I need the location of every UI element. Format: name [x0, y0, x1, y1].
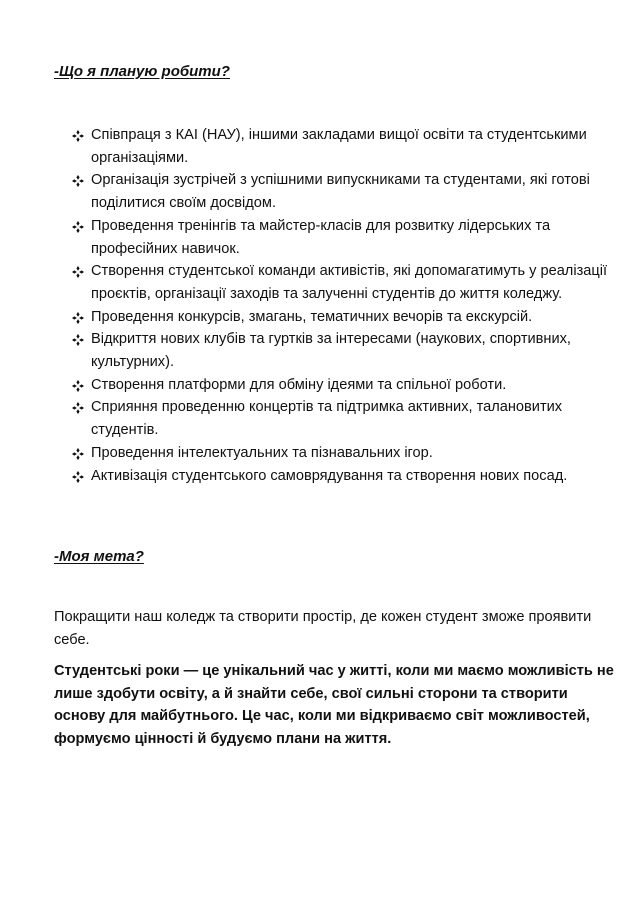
list-item-text: Проведення інтелектуальних та пізнавальних ігор.	[91, 444, 433, 461]
diamond-bullet-icon	[72, 448, 84, 460]
goal-text: Покращити наш коледж та створити простір, де кожен студент зможе проявити себе.	[54, 609, 592, 648]
list-item	[72, 442, 612, 465]
list-item-text: Створення платформи для обміну ідеями та спільної роботи.	[91, 376, 507, 393]
list-item	[72, 124, 612, 169]
diamond-bullet-icon	[72, 380, 84, 392]
plan-heading: -Що я планую робити?	[54, 63, 230, 80]
diamond-bullet-icon	[72, 334, 84, 346]
diamond-bullet-icon	[72, 266, 84, 278]
list-item-text: Проведення тренінгів та майстер-класів для розвитку лідерських та професійних навичок.	[91, 217, 551, 257]
list-item	[72, 215, 612, 260]
diamond-bullet-icon	[72, 402, 84, 414]
diamond-bullet-icon	[72, 471, 84, 483]
list-item	[72, 260, 612, 305]
list-item-text: Проведення конкурсів, змагань, тематичних вечорів та екскурсій.	[91, 308, 533, 325]
list-item-text: Сприяння проведенню концертів та підтримка активних, талановитих студентів.	[91, 399, 563, 439]
diamond-bullet-icon	[72, 221, 84, 233]
list-item	[72, 169, 612, 214]
list-item-text: Відкриття нових клубів та гуртків за інтересами (наукових, спортивних, культурних).	[91, 331, 571, 371]
diamond-bullet-icon	[72, 312, 84, 324]
list-item	[72, 306, 612, 329]
plan-list	[72, 124, 612, 487]
list-item	[72, 374, 612, 397]
diamond-bullet-icon	[72, 175, 84, 187]
list-item-text: Організація зустрічей з успішними випускниками та студентами, які готові поділитися своїм досвідом.	[91, 172, 590, 212]
list-item-text: Створення студентської команди активістів, які допомагатимуть у реалізації проєктів, організації заходів та залученні студентів до життя коледжу.	[91, 263, 608, 302]
bold-paragraph: Студентські роки — це унікальний час у житті, коли ми маємо можливість не лише здобути освіту, а й знайти себе, свої сильні сторони та створити основу для майбутнього. Це час, коли ми відкриваємо світ можливостей, формуємо цінності й будуємо плани на життя.	[54, 663, 614, 748]
list-item	[72, 396, 612, 441]
diamond-bullet-icon	[72, 130, 84, 142]
list-item-text: Співпраця з КАІ (НАУ), іншими закладами вищої освіти та студентськими організаціями.	[91, 127, 587, 166]
goal-heading: -Моя мета?	[54, 548, 144, 565]
list-item	[72, 328, 612, 373]
list-item	[72, 465, 612, 488]
list-item-text: Активізація студентського самоврядування та створення нових посад.	[91, 467, 568, 484]
